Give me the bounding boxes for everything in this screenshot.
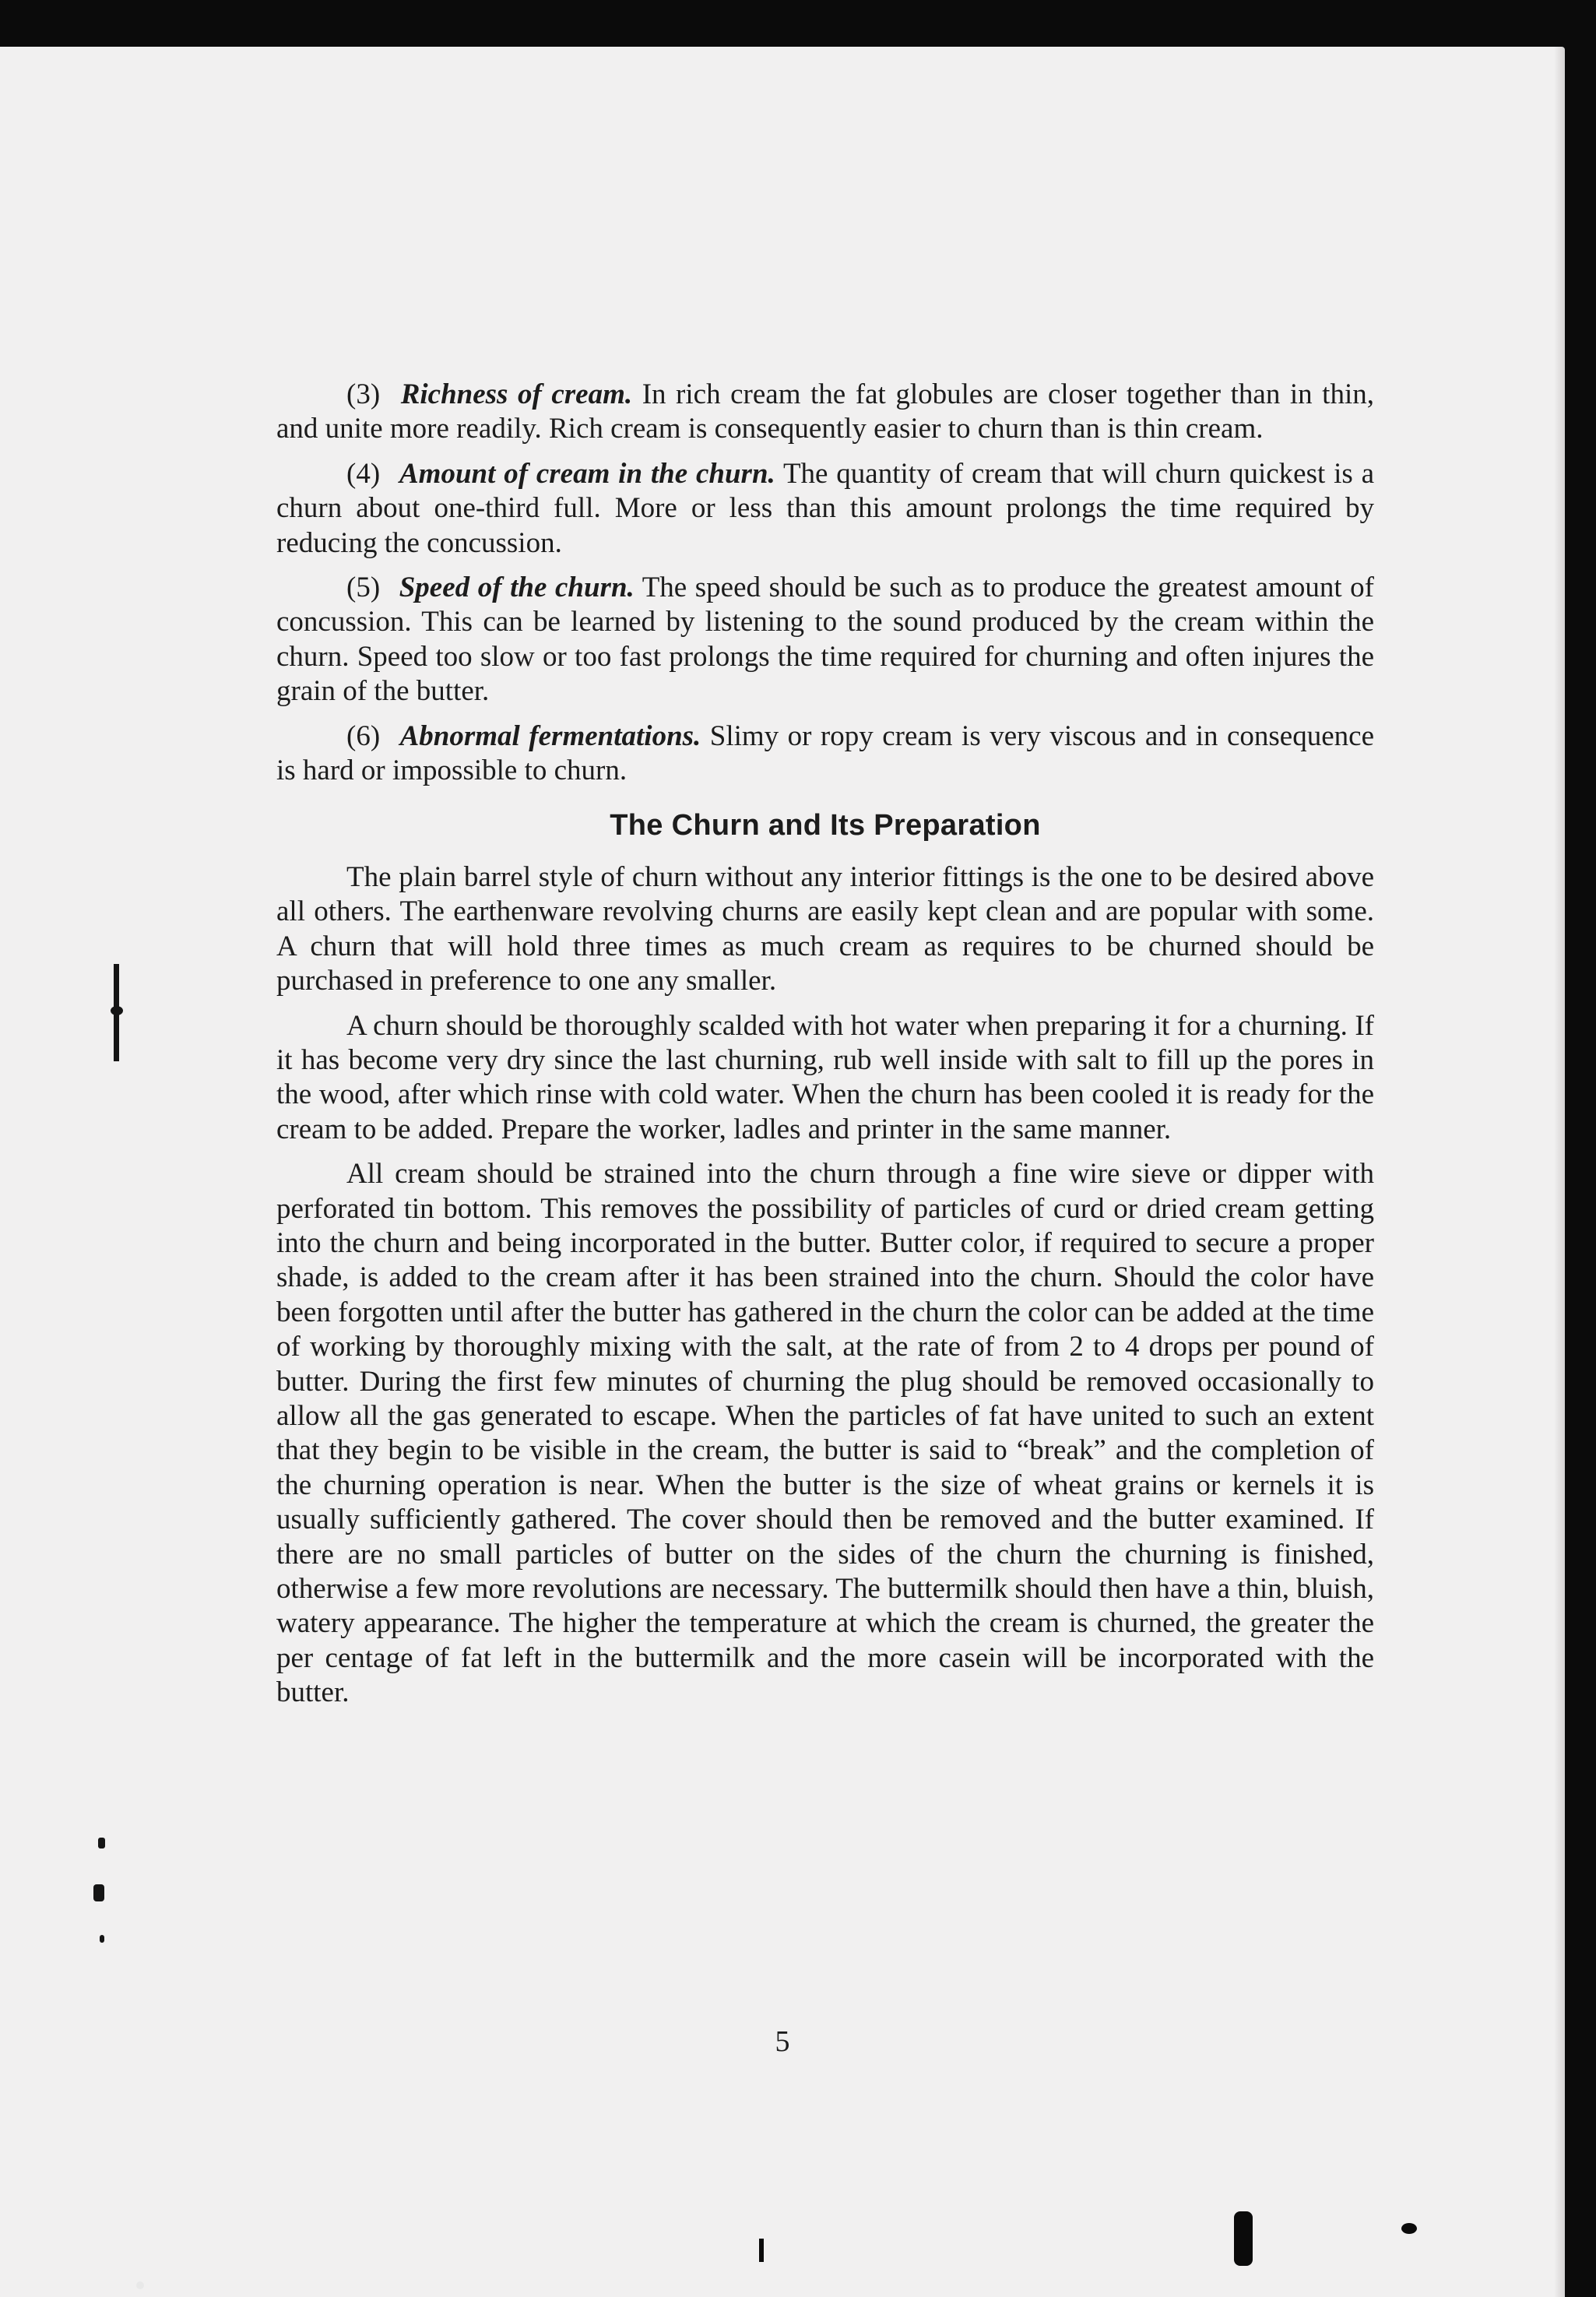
item-text: The speed should be such as to produce the greatest amount of concussion. This can be learned by listening to the sound produced by the cream within the churn. Speed too slow or too fast prolongs the time required for churning and often injures the grain of the butter. (276, 572, 1374, 708)
margin-mark (111, 1006, 123, 1015)
item-number: (4) (346, 457, 381, 490)
list-item (276, 719, 1374, 789)
item-number: (3) (346, 378, 381, 410)
body-paragraph: A churn should be thoroughly scalded with hot water when preparing it for a churning. If it has become very dry since the last churning, rub well inside with salt to fill up the pores in the wood, after which rinse with cold water. When the churn has been cooled it is ready for the cream to be added. Prepare the worker, ladles and printer in the same manner. (276, 1009, 1374, 1145)
item-number: (5) (346, 572, 381, 604)
item-text: In rich cream the fat globules are closer together than in thin, and unite more readily. Rich cream is consequently easier to churn than is thin cream. (276, 378, 1374, 445)
body-paragraph: The plain barrel style of churn without any interior fittings is the one to be desired above all others. The earthenware revolving churns are easily kept clean and are popular with some. A churn that will hold three times as much cream as requires to be churned should be purchased in preference to one any smaller. (276, 860, 1374, 997)
list-item (276, 457, 1374, 561)
scan-speck (136, 2281, 144, 2289)
item-title: Speed of the churn. (399, 572, 635, 604)
scan-speck (759, 2239, 764, 2262)
book-page (0, 47, 1565, 2297)
list-item (276, 571, 1374, 709)
page-content (276, 378, 1374, 1721)
item-title: Abnormal fermentations. (399, 719, 701, 752)
item-number: (6) (346, 719, 381, 752)
body-paragraph: All cream should be strained into the churn through a fine wire sieve or dipper with perforated tin bottom. This removes the possibility of particles of curd or dried cream getting into the churn and being incorporated in the butter. Butter color, if required to secure a proper shade, is added to the cream after it has been strained into the churn. Should the color have been forgotten until after the butter has gathered in the churn the color can be added at the time of working by thoroughly mixing with the salt, at the rate of from 2 to 4 drops per pound of butter. During the first few minutes of churning the plug should be removed occasionally to allow all the gas generated to escape. When the particles of fat have united to such an extent that they begin to be visible in the cream, the butter is said to “break” and the completion of the churning operation is near. When the butter is the size of wheat grains or kernels it is usually sufficiently gathered. The cover should then be removed and the butter examined. If there are no small particles of butter on the sides of the churn the churning is finished, otherwise a few more revolutions are necessary. The buttermilk should then have a thin, bluish, watery appearance. The higher the temperature at which the cream is churned, the greater the per centage of fat left in the buttermilk and the more casein will be incorporated with the butter. (276, 1158, 1374, 1709)
item-title: Richness of cream. (400, 378, 633, 410)
item-text: The quantity of cream that will churn quickest is a churn about one-third full. More or less than this amount prolongs the time required by reducing the concussion. (276, 457, 1374, 559)
section-heading: The Churn and Its Preparation (610, 809, 1041, 842)
page-number: 5 (775, 2025, 790, 2058)
scan-speck (1401, 2223, 1417, 2234)
list-item (276, 378, 1374, 447)
margin-mark (100, 1935, 104, 1943)
scan-speck (1234, 2211, 1253, 2266)
margin-mark (98, 1838, 105, 1849)
margin-mark (93, 1884, 104, 1901)
item-text: Slimy or ropy cream is very viscous and in consequence is hard or impossible to churn. (276, 719, 1375, 787)
item-title: Amount of cream in the churn. (399, 457, 775, 490)
